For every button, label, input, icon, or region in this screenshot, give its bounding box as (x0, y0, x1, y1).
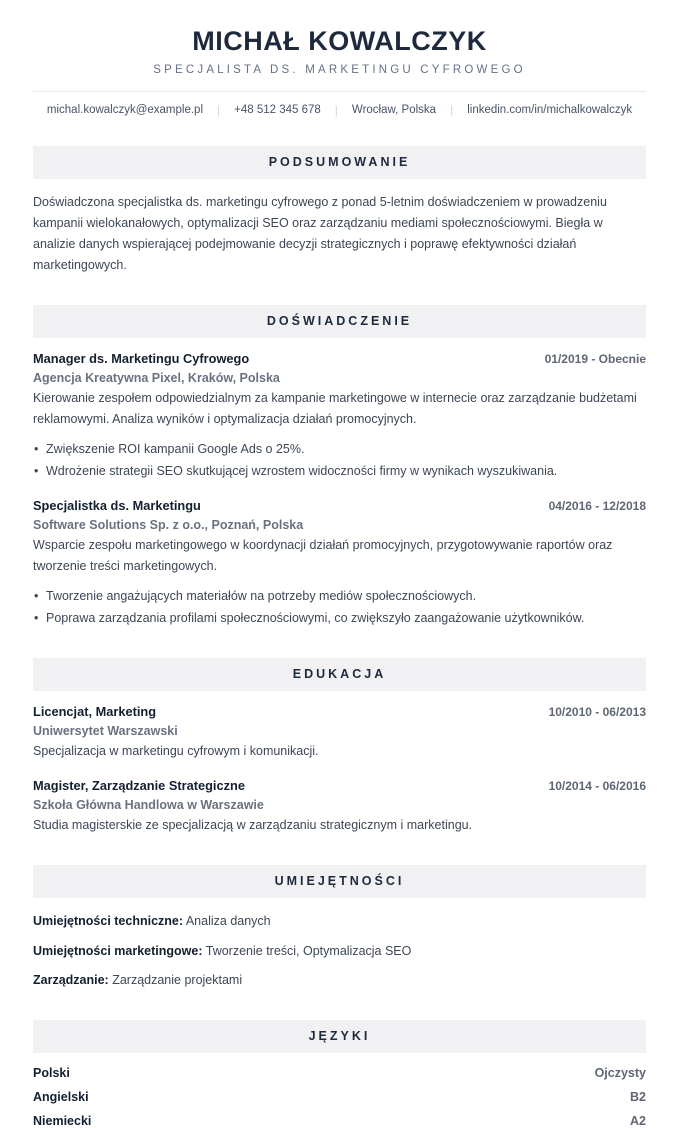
degree-entry (33, 778, 646, 836)
contact-bar (33, 103, 646, 117)
skill-row (33, 970, 646, 991)
job-entry (33, 351, 646, 482)
section-languages (33, 1020, 646, 1128)
languages-heading: JĘZYKI (308, 1028, 371, 1043)
section-education (33, 658, 646, 836)
degree-description: Studia magisterskie ze specjalizacją w zarządzaniu strategicznym i marketingu. (33, 818, 473, 832)
degree-dates: 10/2010 - 06/2013 (548, 705, 646, 719)
skill-label: Umiejętności techniczne: (33, 914, 184, 928)
job-bullet: • Poprawa zarządzania profilami społecznościowymi, co zwiększyło zaangażowanie użytkowników. (33, 608, 646, 630)
language-level: B2 (630, 1089, 646, 1104)
experience-heading-banner (33, 305, 646, 338)
header (33, 26, 646, 117)
experience-heading: DOŚWIADCZENIE (266, 314, 413, 328)
job-dates: 04/2016 - 12/2018 (548, 499, 646, 513)
degree-dates: 10/2014 - 06/2016 (548, 779, 646, 793)
header-divider (33, 91, 646, 92)
language-name: Niemiecki (33, 1113, 92, 1128)
job-bullet: • Tworzenie angażujących materiałów na potrzeby mediów społecznościowych. (33, 586, 646, 608)
degree-school: Uniwersytet Warszawski (33, 724, 178, 738)
language-name: Polski (33, 1065, 70, 1080)
contact-linkedin: linkedin.com/in/michalkowalczyk (467, 104, 633, 116)
language-row (33, 1066, 646, 1080)
contact-separator: | (334, 103, 338, 117)
summary-heading-banner (33, 146, 646, 179)
summary-text: Doświadczona specjalistka ds. marketingu cyfrowego z ponad 5-letnim doświadczeniem w prowadzeniu kampanii wielokanałowych, optymalizacji SEO oraz zarządzaniu mediami społecznościowymi. Biegła w analizie danych wspierającej podejmowanie decyzji strategicznych i poprawę efektywności działań marketingowych. (33, 195, 607, 272)
skill-row (33, 911, 646, 932)
job-company: Agencja Kreatywna Pixel, Kraków, Polska (33, 371, 280, 385)
contact-location: Wrocław, Polska (351, 104, 437, 116)
education-heading: EDUKACJA (292, 667, 387, 681)
candidate-name: MICHAŁ KOWALCZYK (192, 26, 487, 56)
job-company: Software Solutions Sp. z o.o., Poznań, Polska (33, 518, 304, 532)
contact-separator: | (217, 103, 221, 117)
language-row (33, 1090, 646, 1104)
degree-title: Licencjat, Marketing (33, 704, 157, 719)
job-achievements (33, 439, 646, 482)
language-level: Ojczysty (594, 1065, 646, 1080)
candidate-job-title: SPECJALISTA DS. MARKETINGU CYFROWEGO (153, 64, 526, 76)
contact-phone: +48 512 345 678 (234, 104, 321, 116)
degree-title: Magister, Zarządzanie Strategiczne (33, 778, 245, 793)
skill-label: Zarządzanie: (33, 973, 109, 988)
job-description: Wsparcie zespołu marketingowego w koordynacji działań promocyjnych, przygotowywanie raportów oraz tworzenie treści marketingowych. (33, 538, 613, 573)
contact-email: michal.kowalczyk@example.pl (46, 104, 204, 116)
degree-school: Szkoła Główna Handlowa w Warszawie (33, 798, 264, 812)
language-row (33, 1114, 646, 1128)
skills-heading-banner (33, 865, 646, 898)
skill-value: Zarządzanie projektami (112, 973, 243, 988)
degree-entry (33, 704, 646, 762)
job-title: Specjalistka ds. Marketingu (33, 498, 201, 513)
skills-heading: UMIEJĘTNOŚCI (274, 874, 405, 888)
summary-heading: PODSUMOWANIE (268, 155, 411, 169)
language-level: A2 (630, 1113, 646, 1128)
skill-label: Umiejętności marketingowe: (33, 943, 203, 958)
section-experience (33, 305, 646, 629)
section-summary (33, 146, 646, 276)
section-skills (33, 865, 646, 991)
job-description: Kierowanie zespołem odpowiedzialnym za kampanie marketingowe w internecie oraz zarządzanie budżetami reklamowymi. Analiza wyników i optymalizacja działań promocyjnych. (33, 391, 637, 426)
skill-row (33, 941, 646, 962)
language-name: Angielski (33, 1089, 89, 1104)
job-title: Manager ds. Marketingu Cyfrowego (33, 351, 250, 366)
job-dates: 01/2019 - Obecnie (544, 352, 646, 366)
degree-description: Specjalizacja w marketingu cyfrowym i komunikacji. (33, 744, 319, 758)
job-bullet: • Zwiększenie ROI kampanii Google Ads o 25%. (33, 439, 646, 461)
job-entry (33, 498, 646, 629)
skill-value: Tworzenie treści, Optymalizacja SEO (205, 943, 412, 958)
contact-separator: | (450, 103, 454, 117)
languages-heading-banner (33, 1020, 646, 1053)
skill-value: Analiza danych (185, 914, 271, 928)
education-heading-banner (33, 658, 646, 691)
job-achievements (33, 586, 646, 629)
job-bullet: • Wdrożenie strategii SEO skutkującej wzrostem widoczności firmy w wynikach wyszukiwania. (33, 461, 646, 483)
